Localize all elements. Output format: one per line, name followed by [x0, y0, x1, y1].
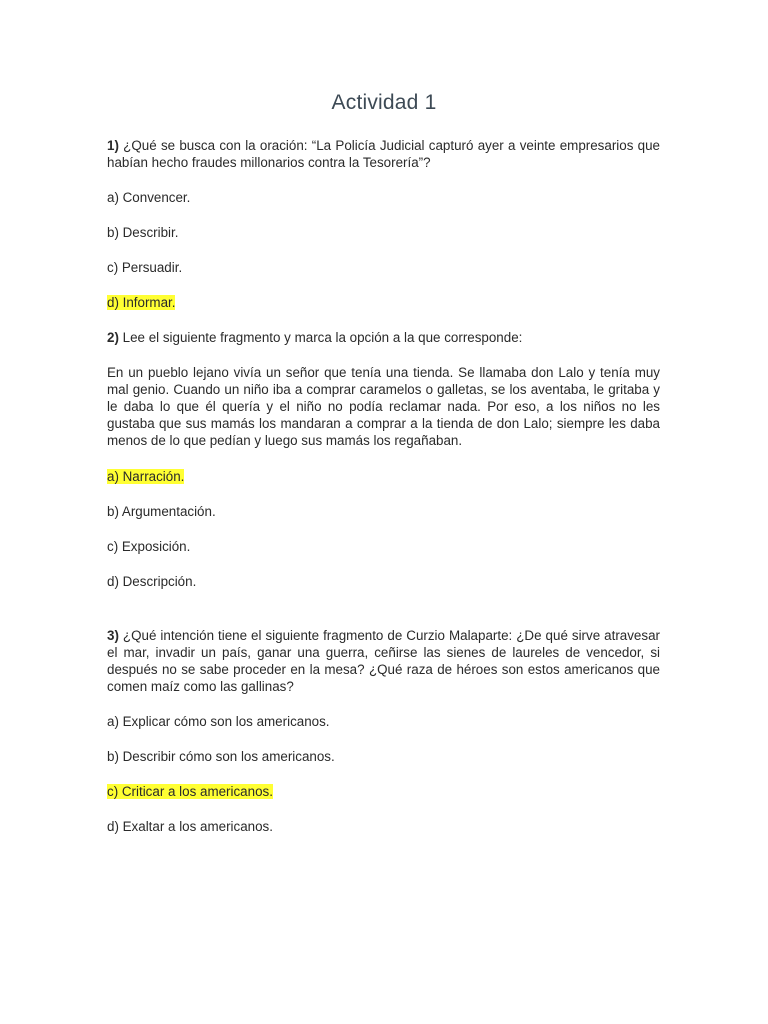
question-1-option-a	[107, 189, 660, 206]
option-text: a) Convencer.	[107, 190, 191, 205]
question-1-option-b	[107, 224, 660, 241]
question-1-option-c	[107, 259, 660, 276]
option-text: b) Describir.	[107, 225, 179, 240]
question-2-prompt	[107, 329, 660, 346]
option-text: b) Describir cómo son los americanos.	[107, 749, 335, 764]
question-2-option-d	[107, 573, 660, 590]
question-2-number: 2)	[107, 330, 119, 345]
question-3-prompt	[107, 627, 660, 695]
option-text: c) Persuadir.	[107, 260, 183, 275]
option-text: d) Descripción.	[107, 574, 197, 589]
question-3-option-d	[107, 818, 660, 835]
question-2-text: Lee el siguiente fragmento y marca la opción a la que corresponde:	[118, 330, 523, 345]
question-3-option-a	[107, 713, 660, 730]
question-3-number: 3)	[107, 628, 119, 643]
question-3-text: ¿Qué intención tiene el siguiente fragmento de Curzio Malaparte: ¿De qué sirve atravesar el mar, invadir un país, ganar una guerra, ceñirse las sienes de laureles de vencedor, si después no se sabe proceder en la mesa? ¿Qué raza de héroes son estos americanos que comen maíz como las gallinas?	[107, 628, 660, 694]
question-2-passage: En un pueblo lejano vivía un señor que tenía una tienda. Se llamaba don Lalo y tenía muy mal genio. Cuando un niño iba a comprar caramelos o galletas, se los aventaba, le gritaba y le daba lo que él quería y el niño no podía reclamar nada. Por eso, a los niños no les gustaba que sus mamás los mandaran a comprar a la tienda de don Lalo; siempre les daba menos de lo que pedían y luego sus mamás los regañaban.	[107, 365, 660, 448]
question-2-option-a	[107, 468, 660, 485]
question-3-option-c	[107, 783, 660, 800]
option-text-highlighted: d) Informar.	[107, 295, 176, 310]
option-text-highlighted: a) Narración.	[107, 469, 185, 484]
option-text-highlighted: c) Criticar a los americanos.	[107, 784, 273, 799]
page-title: Actividad 1	[331, 91, 437, 114]
question-1-prompt	[107, 137, 660, 171]
option-text: a) Explicar cómo son los americanos.	[107, 714, 330, 729]
question-1-option-d	[107, 294, 660, 311]
option-text: d) Exaltar a los americanos.	[107, 819, 273, 834]
option-text: b) Argumentación.	[107, 504, 216, 519]
question-2-option-b	[107, 503, 660, 520]
question-3-option-b	[107, 748, 660, 765]
question-1-text: ¿Qué se busca con la oración: “La Policía Judicial capturó ayer a veinte empresarios que habían hecho fraudes millonarios contra la Tesorería”?	[107, 138, 660, 170]
question-2-option-c	[107, 538, 660, 555]
question-1-number: 1)	[107, 138, 119, 153]
option-text: c) Exposición.	[107, 539, 191, 554]
